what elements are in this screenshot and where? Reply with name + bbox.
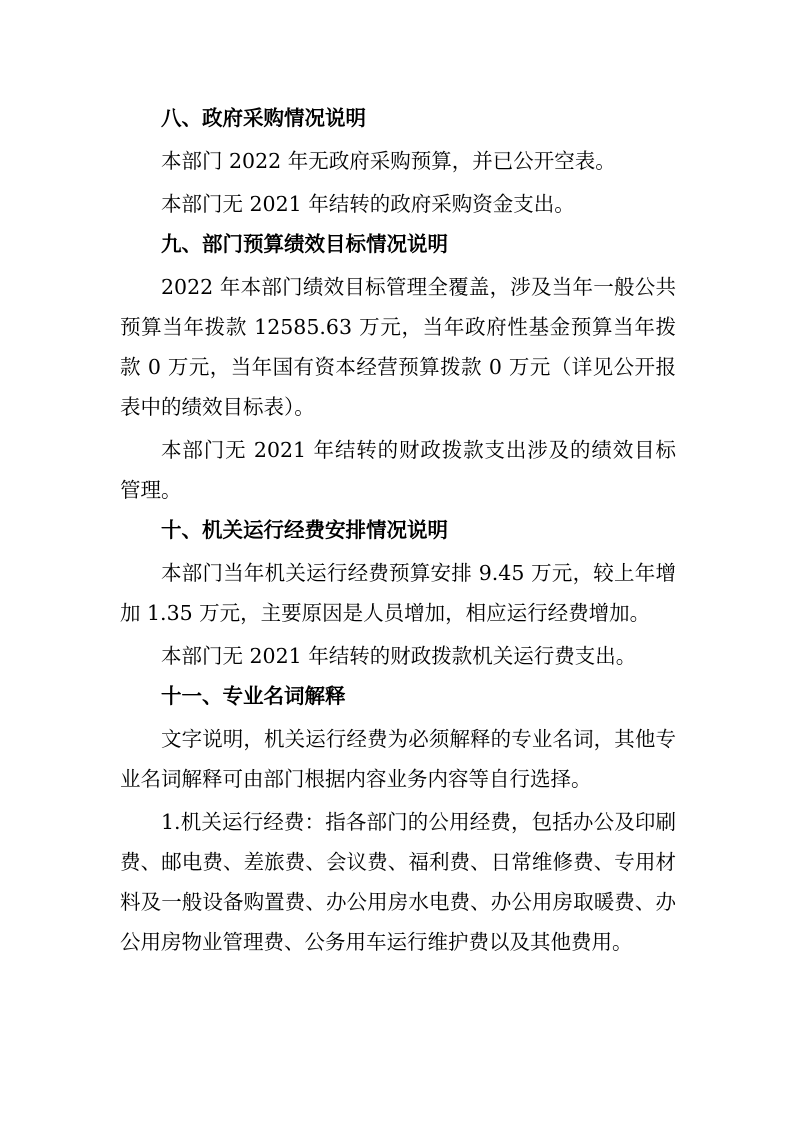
- paragraph: 1.机关运行经费：指各部门的公用经费，包括办公及印刷费、邮电费、差旅费、会议费、福利费、日常维修费、专用材料及一般设备购置费、办公用房水电费、办公用房取暖费、办公用房物业管理费、公务用车运行维护费以及其他费用。: [120, 810, 676, 954]
- paragraph: 本部门当年机关运行经费预算安排 9.45 万元，较上年增加 1.35 万元，主要原因是人员增加，相应运行经费增加。: [120, 561, 676, 625]
- section-heading: 九、部门预算绩效目标情况说明: [161, 232, 448, 256]
- paragraph: 2022 年本部门绩效目标管理全覆盖，涉及当年一般公共预算当年拨款 12585.63 万元，当年政府性基金预算当年拨款 0 万元，当年国有资本经营预算拨款 0 万元（详见公开报表中的绩效目标表）。: [120, 275, 676, 419]
- section-government-procurement: [120, 98, 676, 224]
- section-glossary: [120, 676, 676, 962]
- section-heading: 十、机关运行经费安排情况说明: [161, 518, 448, 542]
- document-body: [120, 98, 676, 962]
- paragraph: 本部门 2022 年无政府采购预算，并已公开空表。: [161, 149, 616, 173]
- section-heading: 八、政府采购情况说明: [161, 106, 366, 130]
- paragraph: 本部门无 2021 年结转的政府采购资金支出。: [161, 192, 575, 216]
- section-heading: 十一、专业名词解释: [161, 684, 346, 708]
- section-operating-expenses: [120, 510, 676, 676]
- paragraph: 本部门无 2021 年结转的财政拨款支出涉及的绩效目标管理。: [120, 438, 676, 502]
- paragraph: 本部门无 2021 年结转的财政拨款机关运行费支出。: [161, 644, 637, 668]
- section-performance-targets: [120, 224, 676, 510]
- paragraph: 文字说明，机关运行经费为必须解释的专业名词，其他专业名词解释可由部门根据内容业务内容等自行选择。: [120, 727, 676, 791]
